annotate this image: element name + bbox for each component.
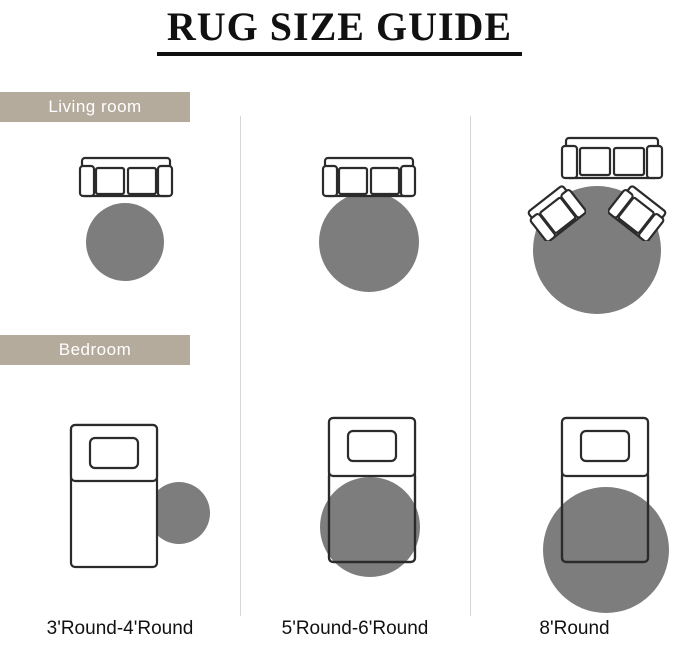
section-label-living-room: Living room — [0, 92, 190, 122]
rug-living-column-2 — [319, 192, 419, 292]
bed-icon-bedroom-column-3 — [559, 415, 651, 565]
column-divider-1 — [240, 116, 241, 616]
column-caption-2: 5'Round-6'Round — [281, 618, 429, 639]
bed-icon-bedroom-column-2 — [326, 415, 418, 565]
armchair-icon-living-left — [526, 185, 586, 241]
column-caption-1: 3'Round-4'Round — [46, 618, 194, 639]
sofa-icon-living-column-3 — [560, 134, 664, 186]
page-title-container — [0, 0, 679, 56]
sofa-icon-living-column-1 — [78, 152, 174, 202]
column-divider-2 — [470, 116, 471, 616]
armchair-icon-living-right — [608, 185, 668, 241]
sofa-icon-living-column-2 — [321, 152, 417, 202]
column-caption-3: 8'Round — [539, 618, 610, 639]
bed-icon-bedroom-column-1 — [68, 422, 160, 570]
rug-living-column-1 — [86, 203, 164, 281]
section-label-bedroom: Bedroom — [0, 335, 190, 365]
page-title: RUG SIZE GUIDE — [157, 0, 522, 56]
